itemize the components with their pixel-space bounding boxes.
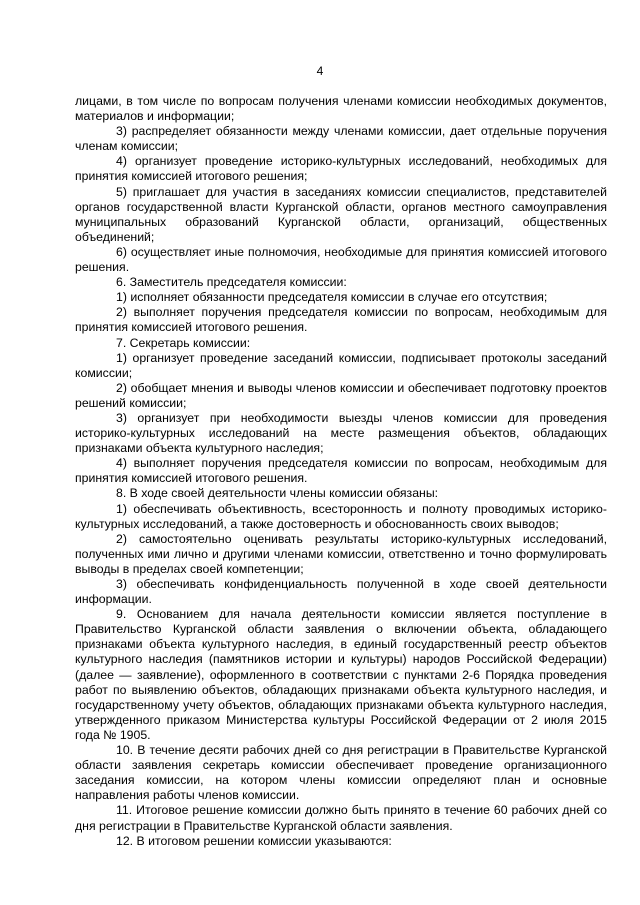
paragraph: 12. В итоговом решении комиссии указываются: <box>116 833 392 848</box>
paragraph: 4) организует проведение историко-культурных исследований, необходимых для принятия комиссией итогового решения; <box>75 154 607 184</box>
paragraph: 9. Основанием для начала деятельности комиссии является поступление в Правительство Курганской области заявления о включении объекта, обладающего признаками объекта культурного наследия, в единый государственный реестр объектов культурного наследия (памятников истории и культуры) народов Российской Федерации) (далее — заявление), оформленного в соответствии с пунктами 2-6 Порядка проведения работ по выявлению объектов, обладающих признаками объекта культурного наследия, и государственному учету объектов, обладающих признаками объекта культурного наследия, утвержденного приказом Министерства культуры Российской Федерации от 2 июля 2015 года № 1905. <box>75 607 607 742</box>
paragraph: 3) обеспечивать конфиденциальность полученной в ходе своей деятельности информации. <box>75 577 607 607</box>
paragraph: 11. Итоговое решение комиссии должно быть принято в течение 60 рабочих дней со дня регистрации в Правительстве Курганской области заявления. <box>75 803 607 833</box>
paragraph: 7. Секретарь комиссии: <box>116 335 251 350</box>
paragraph: 2) выполняет поручения председателя комиссии по вопросам, необходимым для принятия комиссией итогового решения. <box>75 305 607 335</box>
paragraph: 10. В течение десяти рабочих дней со дня регистрации в Правительстве Курганской области заявления секретарь комиссии обеспечивает проведение организационного заседания комиссии, на котором члены комиссии определяют план и основные направления работы членов комиссии. <box>75 743 607 803</box>
paragraph: лицами, в том числе по вопросам получения членами комиссии необходимых документов, материалов и информации; <box>75 94 607 124</box>
paragraph: 2) обобщает мнения и выводы членов комиссии и обеспечивает подготовку проектов решений комиссии; <box>75 380 607 410</box>
paragraph: 1) обеспечивать объективность, всесторонность и полноту проводимых историко-культурных исследований, а также достоверность и обоснованность своих выводов; <box>75 501 607 531</box>
paragraph: 3) распределяет обязанности между членами комиссии, дает отдельные поручения членам комиссии; <box>75 124 607 154</box>
document-body <box>75 94 607 849</box>
paragraph: 4) выполняет поручения председателя комиссии по вопросам, необходимым для принятия комиссией итогового решения. <box>75 456 607 486</box>
paragraph: 1) организует проведение заседаний комиссии, подписывает протоколы заседаний комиссии; <box>75 350 607 380</box>
paragraph: 6. Заместитель председателя комиссии: <box>116 275 347 290</box>
paragraph: 8. В ходе своей деятельности члены комиссии обязаны: <box>116 486 439 501</box>
paragraph: 2) самостоятельно оценивать результаты историко-культурных исследований, полученных ими лично и другими членами комиссии, ответственно и точно формулировать выводы в пределах своей компетенции; <box>75 531 607 576</box>
paragraph: 6) осуществляет иные полномочия, необходимые для принятия комиссией итогового решения. <box>75 244 607 275</box>
paragraph: 5) приглашает для участия в заседаниях комиссии специалистов, представителей органов государственной власти Курганской области, органов местного самоуправления муниципальных образований Курганской области, организаций, общественных объединений; <box>75 184 607 244</box>
paragraph: 1) исполняет обязанности председателя комиссии в случае его отсутствия; <box>116 290 548 305</box>
paragraph: 3) организует при необходимости выезды членов комиссии для проведения историко-культурных исследований на месте размещения объектов, обладающих признаками объекта культурного наследия; <box>75 410 607 456</box>
page-number: 4 <box>316 64 324 78</box>
